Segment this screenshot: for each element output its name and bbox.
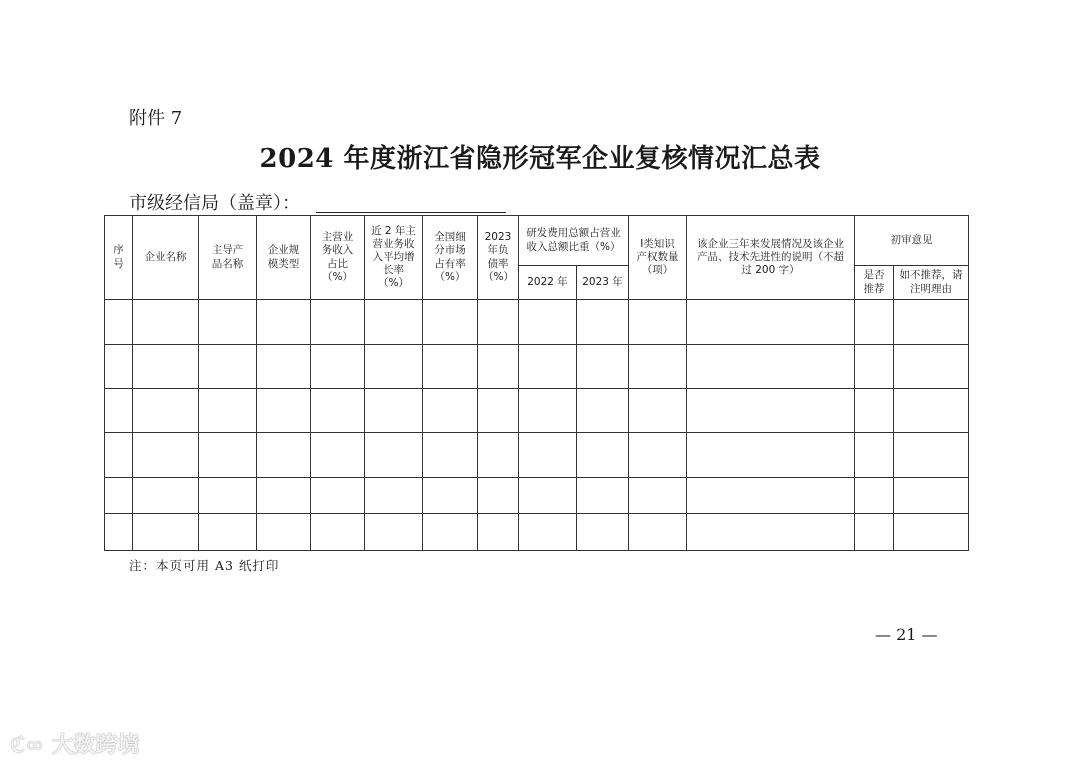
table-cell[interactable] xyxy=(687,345,855,389)
table-cell[interactable] xyxy=(365,389,423,433)
table-cell[interactable] xyxy=(311,300,365,345)
table-cell[interactable] xyxy=(577,478,629,514)
table-cell[interactable] xyxy=(629,478,687,514)
bureau-label: 市级经信局（盖章）： xyxy=(129,193,300,214)
table-cell[interactable] xyxy=(577,433,629,478)
attachment-label: 附件 7 xyxy=(129,108,183,129)
table-cell[interactable] xyxy=(855,300,894,345)
table-cell[interactable] xyxy=(687,389,855,433)
table-row xyxy=(105,300,969,345)
table-cell[interactable] xyxy=(365,433,423,478)
table-cell[interactable] xyxy=(257,389,311,433)
table-cell[interactable] xyxy=(855,478,894,514)
table-cell[interactable] xyxy=(105,514,133,551)
table-cell[interactable] xyxy=(133,478,199,514)
header-product: 主导产品名称 xyxy=(199,216,257,300)
table-cell[interactable] xyxy=(105,345,133,389)
table-cell[interactable] xyxy=(519,478,577,514)
table-cell[interactable] xyxy=(133,433,199,478)
header-company: 企业名称 xyxy=(133,216,199,300)
table-cell[interactable] xyxy=(855,389,894,433)
header-main-share: 主营业务收入占比（%） xyxy=(311,216,365,300)
table-cell[interactable] xyxy=(894,514,969,551)
header-growth: 近 2 年主营业务收入平均增长率（%） xyxy=(365,216,423,300)
table-cell[interactable] xyxy=(423,478,478,514)
table-cell[interactable] xyxy=(105,478,133,514)
table-cell[interactable] xyxy=(423,300,478,345)
table-cell[interactable] xyxy=(423,514,478,551)
table-row xyxy=(105,433,969,478)
table-cell[interactable] xyxy=(199,514,257,551)
table-row xyxy=(105,514,969,551)
table-cell[interactable] xyxy=(133,345,199,389)
table-cell[interactable] xyxy=(105,433,133,478)
table-cell[interactable] xyxy=(199,345,257,389)
table-cell[interactable] xyxy=(894,433,969,478)
table-cell[interactable] xyxy=(629,433,687,478)
table-cell[interactable] xyxy=(577,514,629,551)
table-cell[interactable] xyxy=(629,300,687,345)
table-cell[interactable] xyxy=(478,514,519,551)
table-cell[interactable] xyxy=(894,300,969,345)
table-cell[interactable] xyxy=(423,389,478,433)
table-cell[interactable] xyxy=(199,300,257,345)
table-cell[interactable] xyxy=(577,300,629,345)
table-cell[interactable] xyxy=(519,389,577,433)
page-number: — 21 — xyxy=(875,625,938,644)
table-cell[interactable] xyxy=(311,433,365,478)
header-recommend: 是否推荐 xyxy=(855,266,894,300)
header-scale: 企业规模类型 xyxy=(257,216,311,300)
header-rd-2022: 2022 年 xyxy=(519,266,577,300)
watermark-text: 大数跨境 xyxy=(51,733,140,758)
table-cell[interactable] xyxy=(365,300,423,345)
table-cell[interactable] xyxy=(687,478,855,514)
document-title: 2024 年度浙江省隐形冠军企业复核情况汇总表 xyxy=(259,144,821,174)
table-cell[interactable] xyxy=(133,389,199,433)
table-cell[interactable] xyxy=(365,345,423,389)
watermark-logo xyxy=(10,728,139,759)
table-cell[interactable] xyxy=(855,433,894,478)
table-cell[interactable] xyxy=(199,478,257,514)
table-cell[interactable] xyxy=(478,300,519,345)
header-market: 全国细分市场占有率（%） xyxy=(423,216,478,300)
table-cell[interactable] xyxy=(105,389,133,433)
header-rd: 研发费用总额占营业收入总额比重（%） xyxy=(519,216,629,266)
header-review: 初审意见 xyxy=(855,216,969,266)
table-cell[interactable] xyxy=(629,345,687,389)
table-cell[interactable] xyxy=(478,433,519,478)
table-row xyxy=(105,345,969,389)
table-cell[interactable] xyxy=(629,514,687,551)
header-reason: 如不推荐，请注明理由 xyxy=(894,266,969,300)
table-cell[interactable] xyxy=(894,389,969,433)
table-body xyxy=(105,300,969,551)
table-row xyxy=(105,389,969,433)
table-cell[interactable] xyxy=(855,514,894,551)
table-cell[interactable] xyxy=(257,345,311,389)
summary-table xyxy=(104,215,969,551)
table-cell[interactable] xyxy=(423,345,478,389)
footnote: 注：本页可用 A3 纸打印 xyxy=(129,558,280,573)
table-cell[interactable] xyxy=(199,389,257,433)
table-cell[interactable] xyxy=(365,514,423,551)
table-cell[interactable] xyxy=(687,300,855,345)
table-cell[interactable] xyxy=(311,345,365,389)
table-cell[interactable] xyxy=(519,300,577,345)
table-cell[interactable] xyxy=(894,478,969,514)
header-rd-2023: 2023 年 xyxy=(577,266,629,300)
table-cell[interactable] xyxy=(577,389,629,433)
table-cell[interactable] xyxy=(519,433,577,478)
table-cell[interactable] xyxy=(199,433,257,478)
table-cell[interactable] xyxy=(257,478,311,514)
table-cell[interactable] xyxy=(687,433,855,478)
watermark-mark-icon: ℭ∞ xyxy=(10,733,44,758)
table-cell[interactable] xyxy=(519,345,577,389)
table-cell[interactable] xyxy=(311,478,365,514)
table-cell[interactable] xyxy=(311,514,365,551)
table-cell[interactable] xyxy=(365,478,423,514)
table-cell[interactable] xyxy=(133,300,199,345)
table-cell[interactable] xyxy=(423,433,478,478)
table-row xyxy=(105,478,969,514)
table-cell[interactable] xyxy=(478,478,519,514)
header-ip: I类知识产权数量（项） xyxy=(629,216,687,300)
table-cell[interactable] xyxy=(478,345,519,389)
table-cell[interactable] xyxy=(257,514,311,551)
table-cell[interactable] xyxy=(478,389,519,433)
header-debt: 2023 年负债率（%） xyxy=(478,216,519,300)
table-cell[interactable] xyxy=(687,514,855,551)
header-seq: 序号 xyxy=(105,216,133,300)
table-cell[interactable] xyxy=(311,389,365,433)
table-cell[interactable] xyxy=(629,389,687,433)
header-description: 该企业三年来发展情况及该企业产品、技术先进性的说明（不超过 200 字） xyxy=(687,216,855,300)
table-cell[interactable] xyxy=(257,300,311,345)
table-cell[interactable] xyxy=(133,514,199,551)
table-cell[interactable] xyxy=(519,514,577,551)
seal-blank-line xyxy=(316,212,506,213)
table-cell[interactable] xyxy=(894,345,969,389)
table-cell[interactable] xyxy=(257,433,311,478)
table-cell[interactable] xyxy=(105,300,133,345)
table-cell[interactable] xyxy=(577,345,629,389)
table-cell[interactable] xyxy=(855,345,894,389)
